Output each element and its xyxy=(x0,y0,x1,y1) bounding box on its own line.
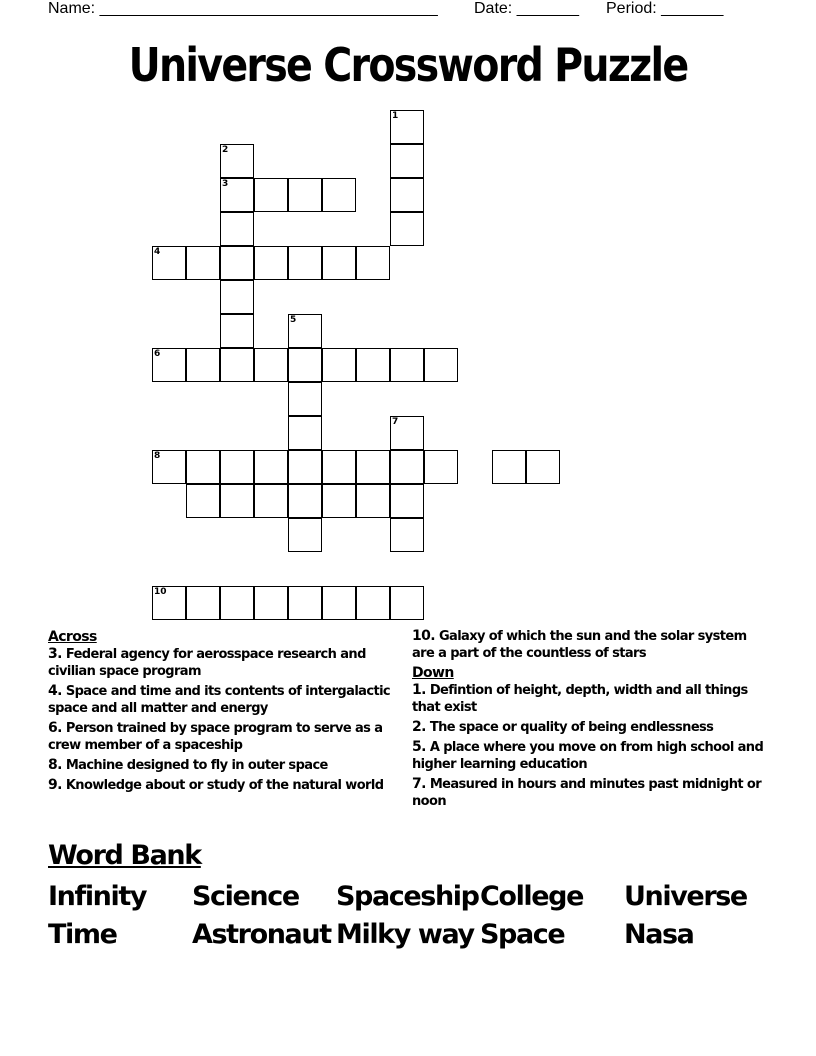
grid-cell[interactable] xyxy=(186,348,220,382)
grid-cell[interactable] xyxy=(220,212,254,246)
grid-cell[interactable] xyxy=(254,450,288,484)
clue-number-label: 3 xyxy=(222,179,229,189)
word-bank-word: Milky way xyxy=(336,919,474,950)
word-bank-title: Word Bank xyxy=(48,840,201,871)
grid-cell[interactable] xyxy=(288,382,322,416)
clue-number: 2. xyxy=(412,719,426,735)
grid-cell[interactable] xyxy=(288,518,322,552)
grid-cell[interactable] xyxy=(288,484,322,518)
grid-cell[interactable] xyxy=(186,246,220,280)
grid-cell[interactable] xyxy=(390,212,424,246)
grid-cell[interactable] xyxy=(390,110,424,144)
grid-cell[interactable] xyxy=(254,178,288,212)
grid-cell[interactable] xyxy=(152,246,186,280)
grid-cell[interactable] xyxy=(152,348,186,382)
clue-number: 7. xyxy=(412,776,426,792)
across-clue xyxy=(48,646,398,680)
grid-cell[interactable] xyxy=(390,178,424,212)
grid-cell[interactable] xyxy=(356,348,390,382)
grid-cell[interactable] xyxy=(220,246,254,280)
grid-cell[interactable] xyxy=(186,484,220,518)
clue-text: A place where you move on from high school and higher learning education xyxy=(412,740,764,772)
grid-cell[interactable] xyxy=(288,178,322,212)
grid-cell[interactable] xyxy=(322,484,356,518)
grid-cell[interactable] xyxy=(220,484,254,518)
grid-cell[interactable] xyxy=(220,178,254,212)
across-heading: Across xyxy=(48,629,97,645)
grid-cell[interactable] xyxy=(220,348,254,382)
grid-cell[interactable] xyxy=(186,450,220,484)
clue-number: 10. xyxy=(412,628,436,644)
clue-text: The space or quality of being endlessness xyxy=(429,720,714,735)
clues-left-column xyxy=(48,628,398,797)
grid-cell[interactable] xyxy=(254,484,288,518)
down-clue xyxy=(412,739,772,773)
across-clue xyxy=(48,720,398,754)
grid-cell[interactable] xyxy=(526,450,560,484)
grid-cell[interactable] xyxy=(288,314,322,348)
clue-number-label: 1 xyxy=(392,111,399,121)
down-clue xyxy=(412,776,772,810)
grid-cell[interactable] xyxy=(390,518,424,552)
clue-number: 3. xyxy=(48,646,62,662)
clue-number: 4. xyxy=(48,683,62,699)
clue-number-label: 6 xyxy=(154,349,161,359)
down-heading: Down xyxy=(412,665,454,681)
word-bank-word: Spaceship xyxy=(336,881,479,912)
clue-text: Knowledge about or study of the natural world xyxy=(65,778,384,793)
word-bank-word: Space xyxy=(480,919,565,950)
clue-number: 8. xyxy=(48,757,62,773)
word-bank-word: Universe xyxy=(624,881,747,912)
clue-number: 9. xyxy=(48,777,62,793)
clue-across-10 xyxy=(412,628,772,662)
grid-cell[interactable] xyxy=(356,450,390,484)
grid-cell[interactable] xyxy=(390,450,424,484)
clue-text: Person trained by space program to serve as a crew member of a spaceship xyxy=(48,721,383,753)
grid-cell[interactable] xyxy=(288,348,322,382)
clues-right-column xyxy=(412,628,772,813)
clue-text: Federal agency for aerosspace research and civilian space program xyxy=(48,647,366,679)
grid-cell[interactable] xyxy=(356,484,390,518)
grid-cell[interactable] xyxy=(390,416,424,450)
clue-text: Space and time and its contents of intergalactic space and all matter and energy xyxy=(48,684,391,716)
grid-cell[interactable] xyxy=(220,586,254,620)
period-field[interactable]: Period: _______ xyxy=(606,0,724,17)
grid-cell[interactable] xyxy=(322,178,356,212)
clue-number: 6. xyxy=(48,720,62,736)
grid-cell[interactable] xyxy=(152,586,186,620)
clue-text: Defintion of height, depth, width and all things that exist xyxy=(412,683,748,715)
grid-cell[interactable] xyxy=(390,348,424,382)
name-field[interactable]: Name: ______________________________________ xyxy=(48,0,438,17)
word-bank-word: Nasa xyxy=(624,919,694,950)
clue-number-label: 5 xyxy=(290,315,297,325)
grid-cell[interactable] xyxy=(254,586,288,620)
across-clue xyxy=(48,777,398,794)
grid-cell[interactable] xyxy=(254,246,288,280)
grid-cell[interactable] xyxy=(322,450,356,484)
grid-cell[interactable] xyxy=(424,348,458,382)
grid-cell[interactable] xyxy=(322,348,356,382)
across-clue xyxy=(48,757,398,774)
grid-cell[interactable] xyxy=(186,586,220,620)
grid-cell[interactable] xyxy=(220,144,254,178)
grid-cell[interactable] xyxy=(220,280,254,314)
word-bank-word: Astronaut xyxy=(192,919,331,950)
grid-cell[interactable] xyxy=(288,416,322,450)
word-bank-word: Science xyxy=(192,881,299,912)
across-clue xyxy=(48,683,398,717)
clue-number: 1. xyxy=(412,682,426,698)
clue-number-label: 2 xyxy=(222,145,229,155)
word-bank-word: Infinity xyxy=(48,881,147,912)
clue-number: 5. xyxy=(412,739,426,755)
grid-cell[interactable] xyxy=(390,144,424,178)
grid-cell[interactable] xyxy=(288,246,322,280)
down-clue xyxy=(412,682,772,716)
grid-cell[interactable] xyxy=(288,450,322,484)
word-bank-word: College xyxy=(480,881,584,912)
clue-text: Measured in hours and minutes past midnight or noon xyxy=(412,777,762,809)
clue-number-label: 8 xyxy=(154,451,161,461)
grid-cell[interactable] xyxy=(390,586,424,620)
clue-text: Galaxy of which the sun and the solar system are a part of the countless of stars xyxy=(412,629,747,661)
word-bank xyxy=(48,880,768,952)
grid-cell[interactable] xyxy=(220,450,254,484)
grid-cell[interactable] xyxy=(220,314,254,348)
grid-cell[interactable] xyxy=(424,450,458,484)
clue-number-label: 4 xyxy=(154,247,161,257)
clue-number-label: 7 xyxy=(392,417,399,427)
grid-cell[interactable] xyxy=(254,348,288,382)
down-clue xyxy=(412,719,772,736)
grid-cell[interactable] xyxy=(152,450,186,484)
grid-cell[interactable] xyxy=(492,450,526,484)
grid-cell[interactable] xyxy=(356,586,390,620)
grid-cell[interactable] xyxy=(390,484,424,518)
grid-cell[interactable] xyxy=(356,246,390,280)
grid-cell[interactable] xyxy=(288,586,322,620)
clue-text: Machine designed to fly in outer space xyxy=(65,758,328,773)
clue-number-label: 10 xyxy=(154,587,167,597)
grid-cell[interactable] xyxy=(322,246,356,280)
page-title: Universe Crossword Puzzle xyxy=(128,38,688,92)
grid-cell[interactable] xyxy=(322,586,356,620)
word-bank-word: Time xyxy=(48,919,117,950)
date-field[interactable]: Date: _______ xyxy=(474,0,579,17)
